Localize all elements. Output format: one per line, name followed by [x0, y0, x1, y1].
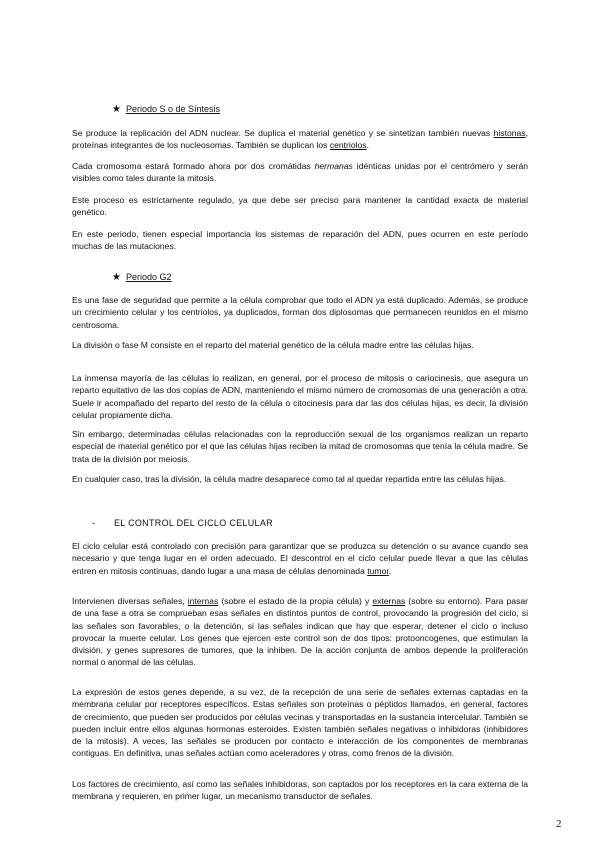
term-internas: internas: [187, 596, 219, 606]
term-hermanas: hermanas: [314, 161, 353, 171]
text-run: Intervienen diversas señales,: [72, 596, 188, 606]
text-run: (sobre su entorno). Para pasar de una fase a otra se comprueban esas señales en distintos puntos de control, provocando la progresión del ciclo, si las señales son favorables, o la detención, si las señales indican que hay que esperar, detener el ciclo o incluso provocar la muerte celular. Los genes que ejercen este control son de dos tipos: protooncogenes, que estimulan la división, y genes supresores de tumores, que la inhiben. De la acción conjunta de ambos depende la proliferación normal o anormal de las células.: [72, 596, 529, 668]
paragraph-factores-crecimiento: Los factores de crecimiento, así como las señales inhibidoras, son captados por los receptores en la cara externa de la membrana y requieren, en primer lugar, un mecanismo transductor de señales.: [72, 779, 528, 802]
paragraph-reparacion: En este periodo, tienen especial importancia los sistemas de reparación del ADN, pues ocurren en este período muchas de las mutaciones.: [72, 229, 528, 252]
term-tumor: tumor: [367, 565, 389, 576]
paragraph-regulado: Este proceso es estrictamente regulado, ya que debe ser preciso para mantener la cantidad exacta de material genético.: [72, 195, 528, 218]
text-run: .: [388, 565, 392, 576]
heading-periodo-g2: [112, 272, 172, 283]
paragraph-division-m: La división o fase M consiste en el reparto del material genético de la célula madre entre las células hijas.: [72, 340, 474, 350]
page-number: 2: [556, 818, 562, 830]
heading-periodo-s-text: Periodo S o de Síntesis: [126, 104, 221, 114]
paragraph-senales: [72, 595, 528, 669]
paragraph-division-final: En cualquier caso, tras la división, la célula madre desaparece como tal al quedar repartida entre las células hijas.: [72, 474, 507, 484]
text-run: Se produce la replicación del ADN nuclear. Se duplica el material genético y se sintetizan también nuevas: [72, 128, 494, 138]
heading-periodo-g2-text: Periodo G2: [126, 272, 172, 282]
section-title-text: EL CONTROL DEL CICLO CELULAR: [114, 518, 273, 528]
star-bullet-icon: ★: [112, 104, 121, 115]
term-histonas: histonas: [493, 128, 526, 138]
text-run: .: [366, 140, 369, 151]
term-centriolos: centriolos: [329, 140, 367, 151]
text-run: Cada cromosoma estará formado ahora por dos cromátidas: [72, 161, 315, 171]
text-run: idénticas unidas por el centrómero y serán visibles como tales durante la mitosis.: [72, 161, 529, 184]
paragraph-control-ciclo: [72, 540, 528, 577]
paragraph-cromatidas: [72, 160, 528, 185]
paragraph-seguridad: Es una fase de seguridad que permite a la célula comprobar que todo el ADN ya está duplicado. Además, se produce un crecimiento celular y los centriolos, ya duplicados, forman dos diplosomas que permanecen reunidos en el mismo centrosoma.: [72, 295, 528, 330]
text-run: (sobre el estado de la propia célula) y: [218, 596, 373, 606]
heading-periodo-s: [112, 104, 220, 115]
paragraph-replicacion: [72, 127, 528, 152]
paragraph-mitosis: La inmensa mayoría de las células lo realizan, en general, por el proceso de mitosis o cariocinesis, que asegura un reparto equitativo de las dos copias de ADN, manteniendo el mismo número de cromosomas de una generación a otra. Suele ir acompañado del reparto del resto de la célula o citocinesis para dar las dos células hijas, es decir, la división celular propiamente dicha.: [72, 373, 528, 420]
paragraph-expresion-genes: La expresión de estos genes depende, a su vez, de la recepción de una serie de señales externas captadas en la membrana celular por receptores específicos. Estas señales son proteínas o péptidos llamados, en general, factores de crecimiento, que pueden ser producidos por células vecinas y transportadas en la sustancia intercelular. También se pueden incluir entre ellos algunas hormonas esteroides. Existen también señales negativas o inhibidoras (inhibidores de la mitosis). A veces, las señales se producen por contacto e interacción de los componentes de membranas contiguas. En definitiva, unas señales actúan como aceleradores y otras, como frenos de la división.: [72, 687, 528, 759]
section-title-control: [92, 518, 273, 528]
text-run: , proteínas integrantes de los nucleosomas. También se duplican los: [72, 128, 528, 151]
paragraph-meiosis: Sin embargo, determinadas células relacionadas con la reproducción sexual de los organismos realizan un reparto especial de material genético por el que las células hijas reciben la mitad de cromosomas que tenía la célula madre. Se trata de la división por meiosis.: [72, 429, 528, 464]
star-bullet-icon: ★: [112, 272, 121, 283]
term-externas: externas: [372, 596, 406, 606]
text-run: El ciclo celular está controlado con precisión para garantizar que se produzca su detención o su avance cuando sea necesario y que tenga lugar en el orden adecuado. El descontrol en el ciclo celular puede llevar a que las células entren en mitosis continuas, dando lugar a una masa de células denominada: [72, 541, 528, 576]
dash-bullet: -: [92, 518, 96, 528]
